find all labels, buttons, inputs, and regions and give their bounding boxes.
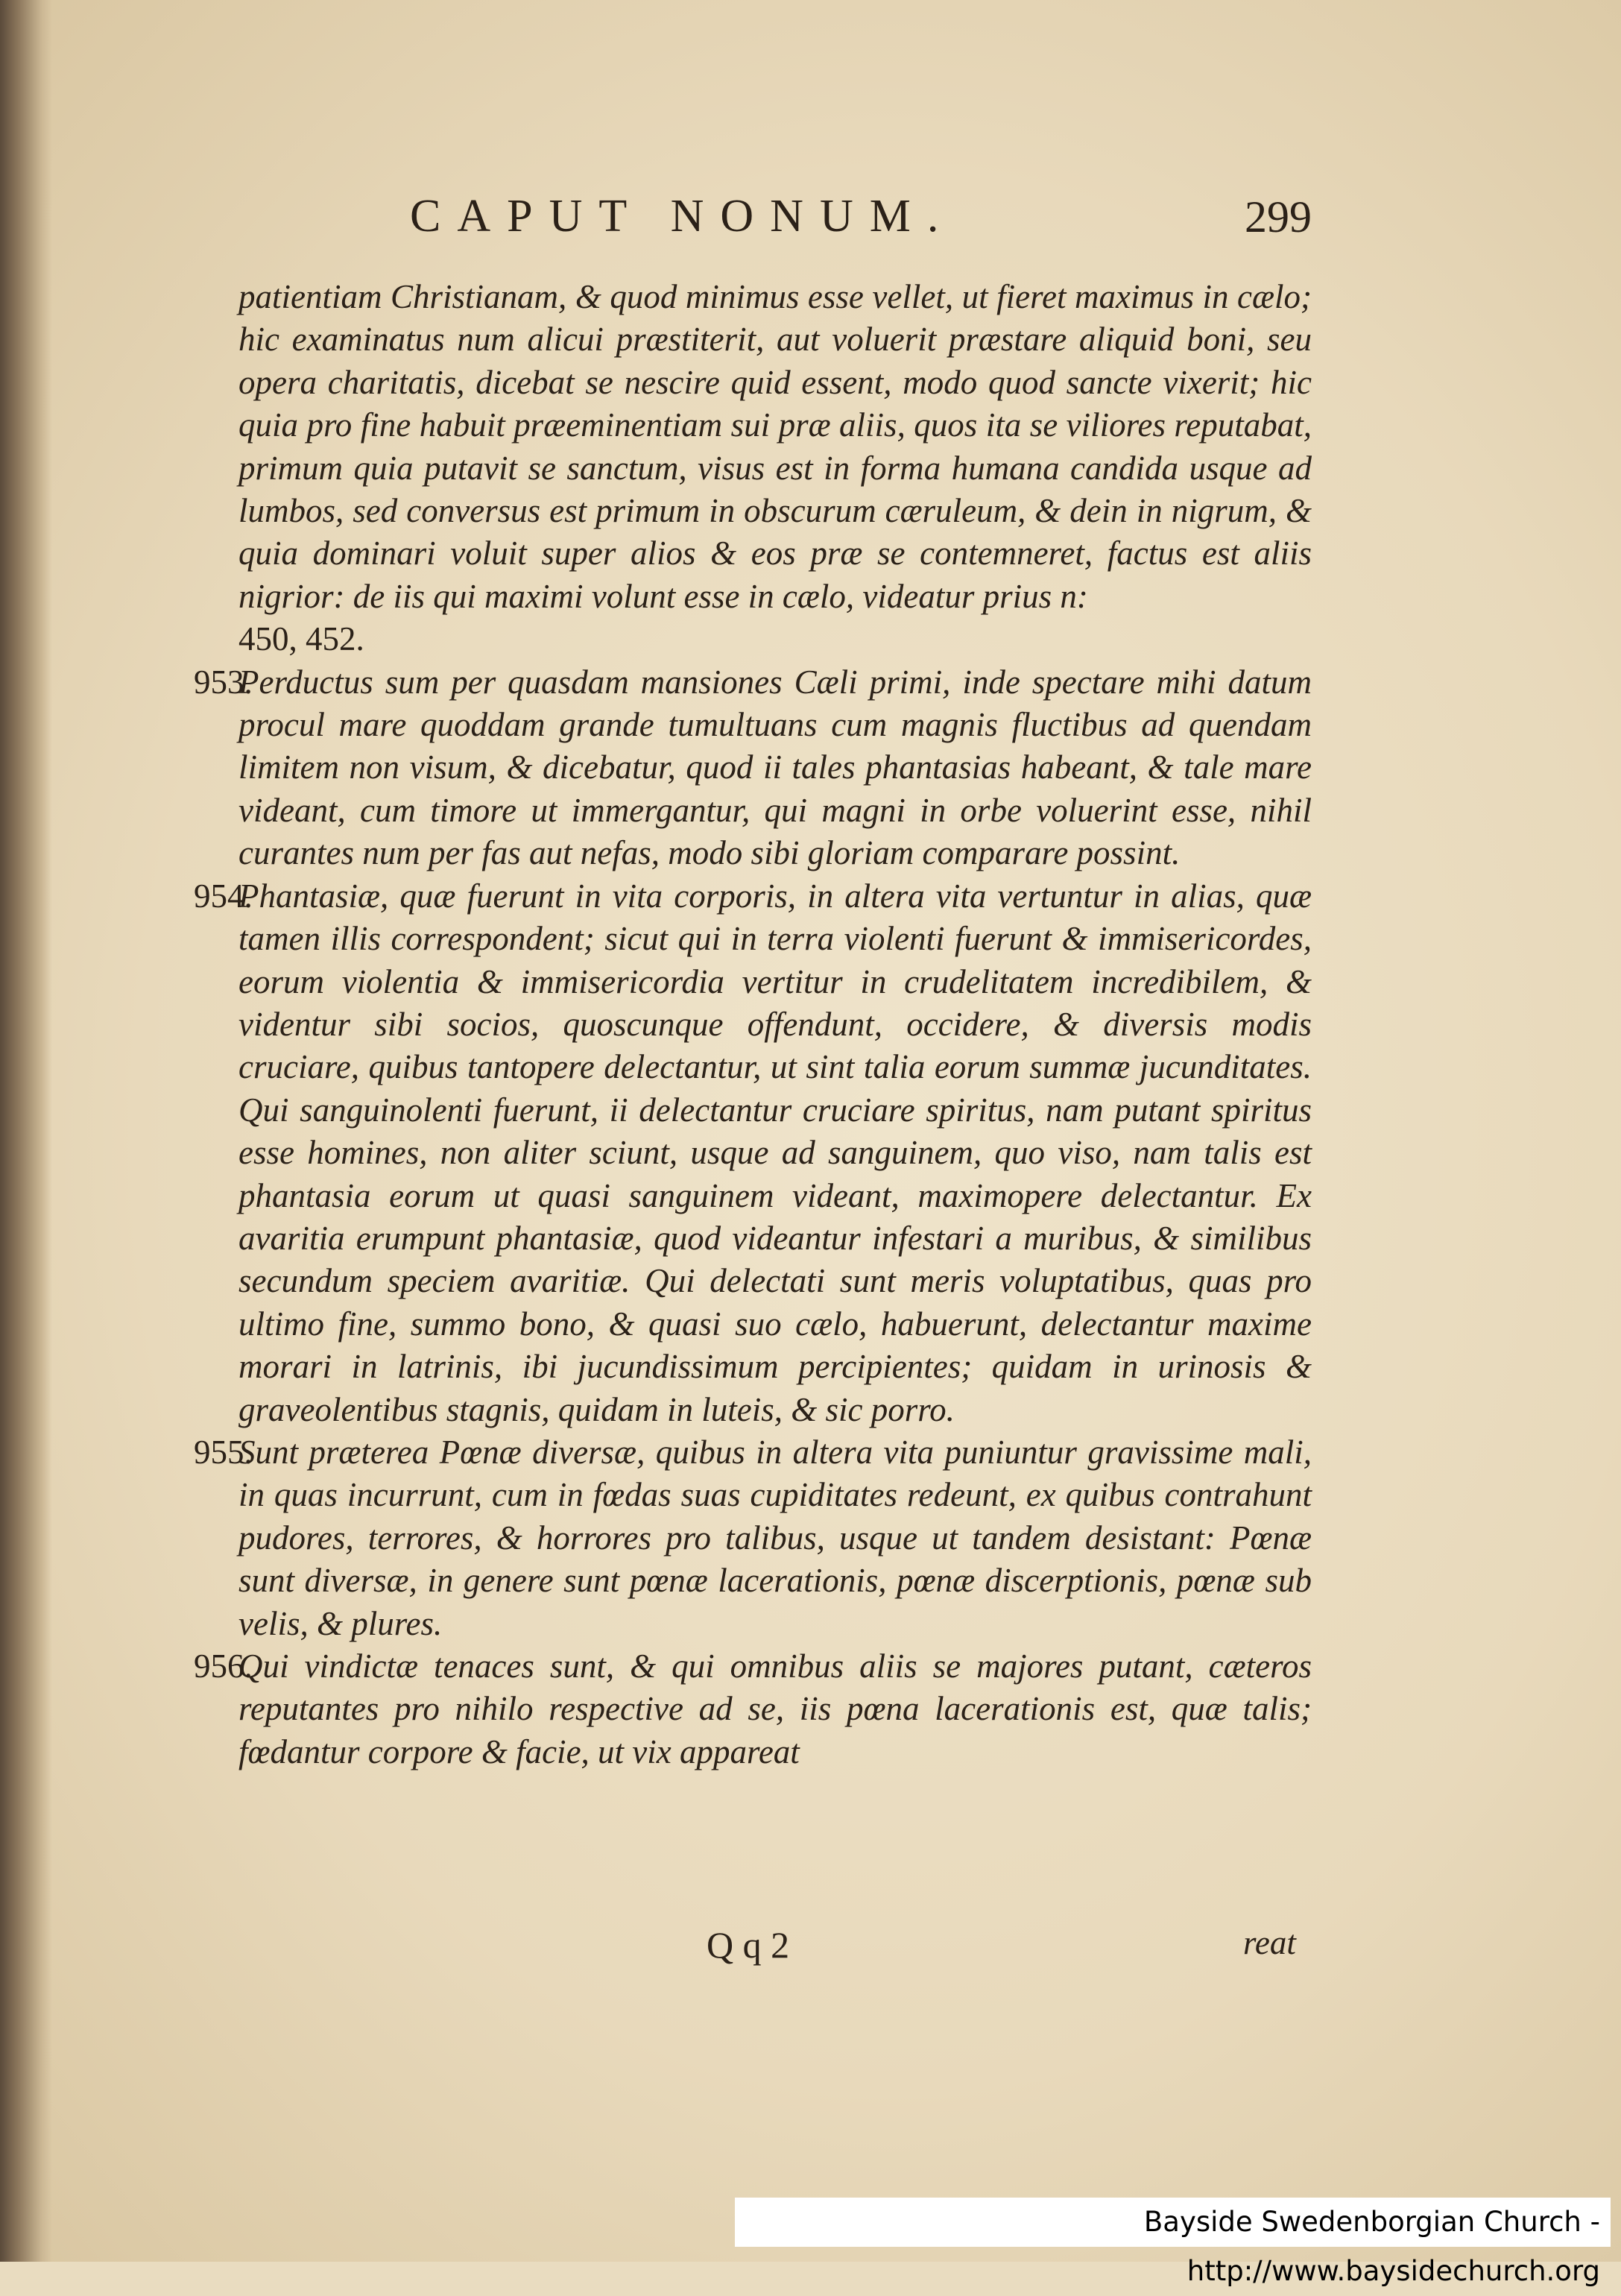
book-gutter [0,0,52,2262]
paragraph-reference: 450, 452. [238,620,364,658]
body-text [194,276,1312,1773]
paragraph-text: Sunt præterea Pœnæ diversæ, quibus in altera vita puniuntur gravissime mali, in quas incurrunt, cum in fœdas suas cupiditates redeunt, ex quibus contrahunt pudores, terrores, & horrores pro talibus, usque ut tandem desistant: Pœnæ sunt diversæ, in genere sunt pœnæ lacerationis, pœnæ discerptionis, pœnæ sub velis, & plures. [238,1433,1312,1642]
paragraph-954 [194,875,1312,1431]
running-title: CAPUT NONUM. [410,191,955,242]
paragraph-continued [194,276,1312,661]
watermark-banner: Bayside Swedenborgian Church - http://www.baysidechurch.org [735,2198,1611,2247]
paragraph-number: 953. [194,663,253,701]
paragraph-956 [194,1645,1312,1773]
paragraph-number: 956. [194,1647,253,1685]
catchword: reat [1243,1924,1296,1961]
paragraph-text: patientiam Christianam, & quod minimus esse vellet, ut fieret maximus in cælo; hic examinatus num alicui præstiterit, aut voluerit præstare aliquid boni, seu opera charitatis, dicebat se nescire quid essent, modo quod sancte vixerit; hic quia pro fine habuit præeminentiam sui præ aliis, quos ita se viliores reputabat, primum quia putavit se sanctum, visus est in forma humana candida usque ad lumbos, sed conversus est primum in obscurum cæruleum, & dein in nigrum, & quia dominari voluit super alios & eos præ se contemneret, factus est aliis nigrior: de iis qui maximi volunt esse in cælo, videatur prius n: [238,278,1312,615]
paragraph-text: Qui vindictæ tenaces sunt, & qui omnibus aliis se majores putant, cæteros reputantes pro nihilo respective ad se, iis pœna lacerationis est, quæ talis; fœdantur corpore & facie, ut vix appareat [238,1647,1312,1770]
paragraph-955 [194,1431,1312,1645]
paragraph-number: 954. [194,877,253,915]
paragraph-text: Phantasiæ, quæ fuerunt in vita corporis, in altera vita vertuntur in alias, quæ tamen illis correspondent; sicut qui in terra violenti fuerunt & immisericordes, eorum violentia & immisericordia vertitur in crudelitatem incredibilem, & videntur sibi socios, quoscunque offendunt, occidere, & diversis modis cruciare, quibus tantopere delectantur, ut sint talia eorum summæ jucunditates. Qui sanguinolenti fuerunt, ii delectantur cruciare spiritus, nam putant spiritus esse homines, non aliter sciunt, usque ad sanguinem, quo viso, nam talis est phantasia eorum ut quasi sanguinem videant, maximopere delectantur. Ex avaritia erumpunt phantasiæ, quod videantur infestari a muribus, & similibus secundum speciem avaritiæ. Qui delectati sunt meris voluptatibus, quas pro ultimo fine, summo bono, & quasi suo cælo, habuerunt, delectantur maxime morari in latrinis, ibi jucundissimum percipientes; quidam in urinosis & graveolentibus stagnis, quidam in luteis, & sic porro. [238,877,1312,1428]
paragraph-number: 955. [194,1433,253,1471]
paragraph-text: Perductus sum per quasdam mansiones Cæli primi, inde spectare mihi datum procul mare quoddam grande tumultuans cum magnis fluctibus ad quendam limitem non visum, & dicebatur, quod ii tales phantasias habeant, & tale mare videant, cum timore ut immergantur, qui magni in orbe voluerint esse, nihil curantes num per fas aut nefas, modo sibi gloriam comparare possint. [238,663,1312,872]
paragraph-953 [194,661,1312,875]
page-header [224,190,1327,250]
signature-mark: Q q 2 [707,1924,790,1966]
page-number: 299 [1245,192,1312,242]
